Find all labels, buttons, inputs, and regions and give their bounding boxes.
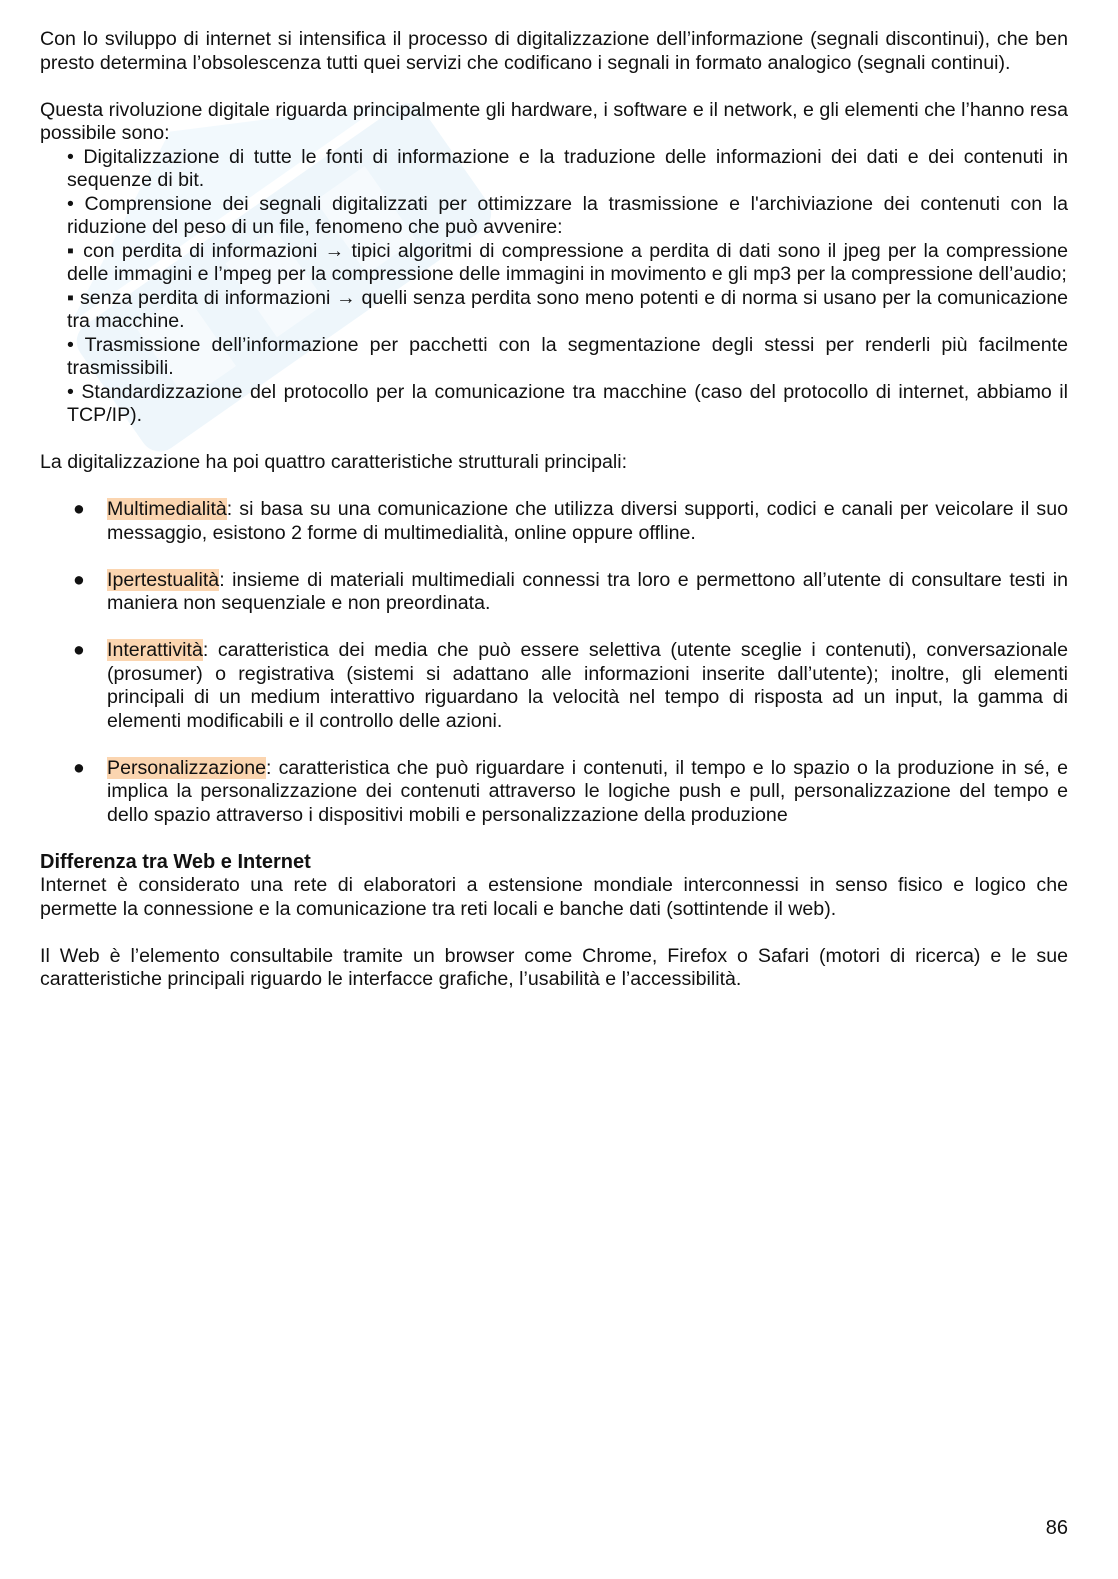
- document-page: [40, 28, 1068, 992]
- intro-paragraph-1: Con lo sviluppo di internet si intensifica il processo di digitalizzazione dell’informazione (segnali discontinui), che ben presto determina l’obsolescenza tutti quei servizi che codificano i segnali in formato analogico (segnali continui).: [40, 28, 1068, 74]
- intro-list-item: ▪ con perdita di informazioni → tipici algoritmi di compressione a perdita di dati sono il jpeg per la compressione delle immagini e l’mpeg per la compressione delle immagini in movimento e gli mp3 per la compressione dell’audio;: [67, 239, 1068, 285]
- intro-list-item: ▪ senza perdita di informazioni → quelli senza perdita sono meno potenti e di norma si usano per la comunicazione tra macchine.: [67, 286, 1068, 332]
- section-heading: Differenza tra Web e Internet: [40, 850, 311, 873]
- feature-item-personalizzazione: [40, 757, 1068, 828]
- feature-item-multimedialita: [40, 498, 1068, 545]
- feature-text: : si basa su una comunicazione che utilizza diversi supporti, codici e canali per veicolare il suo messaggio, esistono 2 forme di multimedialità, online oppure offline.: [107, 498, 1068, 544]
- feature-item-ipertestualita: [40, 569, 1068, 616]
- feature-text: : insieme di materiali multimediali connessi tra loro e permettono all’utente di consultare testi in maniera non sequenziale e non preordinata.: [107, 568, 1068, 614]
- bullet-icon: ●: [73, 498, 85, 520]
- feature-term: Personalizzazione: [107, 756, 267, 779]
- features-lead: La digitalizzazione ha poi quattro caratteristiche strutturali principali:: [40, 451, 628, 473]
- section-paragraph-1: Internet è considerato una rete di elaboratori a estensione mondiale interconnessi in senso fisico e logico che permette la connessione e la comunicazione tra reti locali e banche dati (sottintende il web).: [40, 874, 1068, 920]
- feature-term: Ipertestualità: [107, 568, 220, 591]
- bullet-icon: ●: [73, 568, 85, 591]
- intro-list-item: • Digitalizzazione di tutte le fonti di informazione e la traduzione delle informazioni dei dati e dei contenuti in sequenze di bit.: [67, 145, 1068, 191]
- page-number: 86: [1045, 1517, 1068, 1539]
- section-paragraph-2: Il Web è l’elemento consultabile tramite un browser come Chrome, Firefox o Safari (motori di ricerca) e le sue caratteristiche principali riguardo le interfacce grafiche, l’usabilità e l’accessibilità.: [40, 944, 1068, 990]
- intro-list-item: • Trasmissione dell’informazione per pacchetti con la segmentazione degli stessi per renderli più facilmente trasmissibili.: [67, 333, 1068, 379]
- intro-list-item: • Comprensione dei segnali digitalizzati per ottimizzare la trasmissione e l'archiviazione dei contenuti con la riduzione del peso di un file, fenomeno che può avvenire:: [67, 192, 1068, 238]
- feature-term: Multimedialità: [107, 498, 227, 520]
- feature-text: : caratteristica che può riguardare i contenuti, il tempo e lo spazio o la produzione in sé, e implica la personalizzazione dei contenuti attraverso le logiche push e pull, personalizzazione del tempo e dello spazio attraverso i dispositivi mobili e personalizzazione della produzione: [107, 756, 1068, 826]
- features-list: [40, 498, 1068, 827]
- bullet-icon: ●: [73, 639, 85, 661]
- intro-list-item: • Standardizzazione del protocollo per la comunicazione tra macchine (caso del protocollo di internet, abbiamo il TCP/IP).: [67, 380, 1068, 426]
- bullet-icon: ●: [73, 756, 85, 779]
- feature-item-interattivita: [40, 639, 1068, 733]
- feature-text: : caratteristica dei media che può essere selettiva (utente sceglie i contenuti), conversazionale (prosumer) o registrativa (sistemi si adattano alle informazioni inserite dall’utente); inoltre, gli elementi principali di un medium interattivo riguardano la velocità nel tempo di risposta ad un input, la gamma di elementi modificabili e il controllo delle azioni.: [107, 639, 1068, 732]
- intro-paragraph-2: Questa rivoluzione digitale riguarda principalmente gli hardware, i software e il network, e gli elementi che l’hanno resa possibile sono:: [40, 98, 1068, 144]
- feature-term: Interattività: [107, 639, 203, 661]
